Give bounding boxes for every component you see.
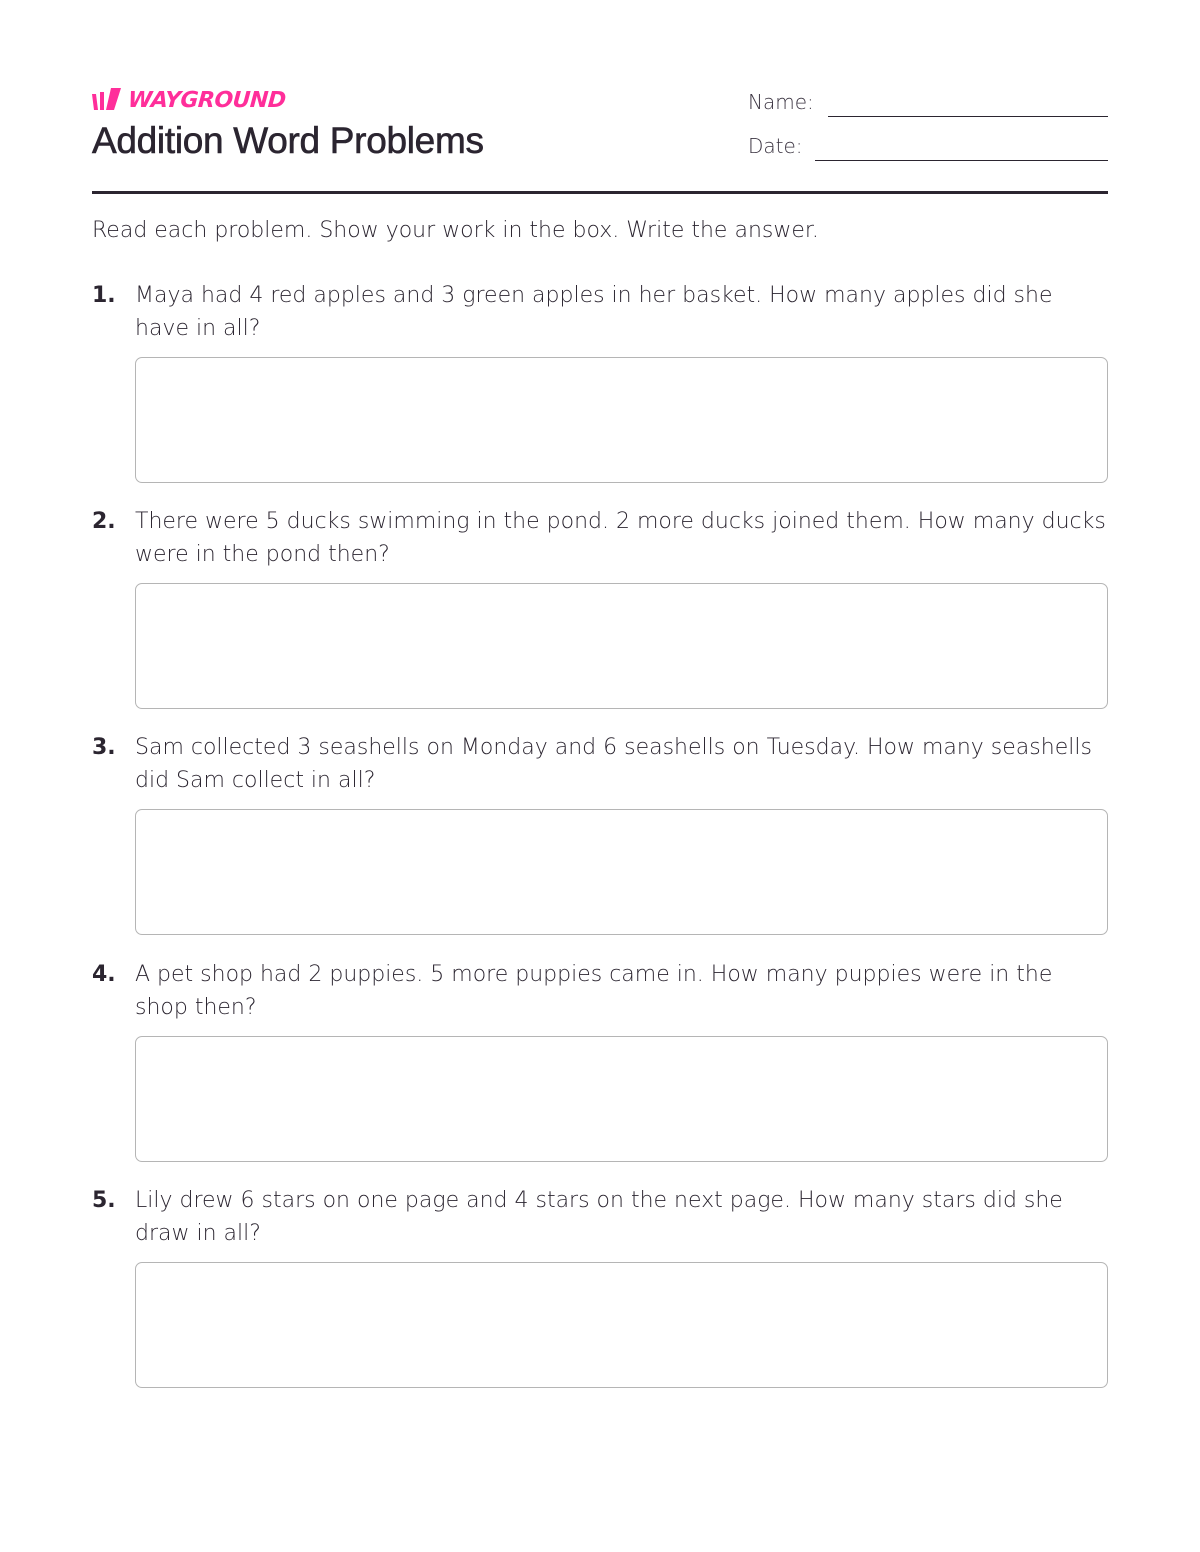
question-text: Lily drew 6 stars on one page and 4 stars on the next page. How many stars did she draw in all? [135,1188,1063,1246]
name-field[interactable] [828,116,1108,117]
answer-box[interactable] [135,1262,1108,1388]
answer-box[interactable] [135,357,1108,483]
answer-box[interactable] [135,583,1108,709]
question-text: Sam collected 3 seashells on Monday and 6 seashells on Tuesday. How many seashells did Sam collect in all? [135,735,1092,793]
brand-name: WAYGROUND [127,87,287,113]
name-label: Name: [748,90,814,114]
question-number: 2. [92,509,116,534]
header-divider [92,191,1108,194]
page-title: Addition Word Problems [92,120,484,161]
question-text: There were 5 ducks swimming in the pond. 2 more ducks joined them. How many ducks were in the pond then? [135,509,1106,567]
brand-logo [92,86,286,114]
date-label: Date: [748,134,803,158]
answer-box[interactable] [135,809,1108,935]
question-number: 1. [92,283,116,308]
question-number: 4. [92,962,116,987]
question-number: 3. [92,735,116,760]
wayground-logo-icon [92,88,122,112]
date-field[interactable] [815,160,1108,161]
question-number: 5. [92,1188,116,1213]
question-text: A pet shop had 2 puppies. 5 more puppies came in. How many puppies were in the shop then? [135,962,1053,1020]
question-text: Maya had 4 red apples and 3 green apples in her basket. How many apples did she have in all? [135,283,1053,341]
instructions: Read each problem. Show your work in the box. Write the answer. [92,218,819,243]
answer-box[interactable] [135,1036,1108,1162]
